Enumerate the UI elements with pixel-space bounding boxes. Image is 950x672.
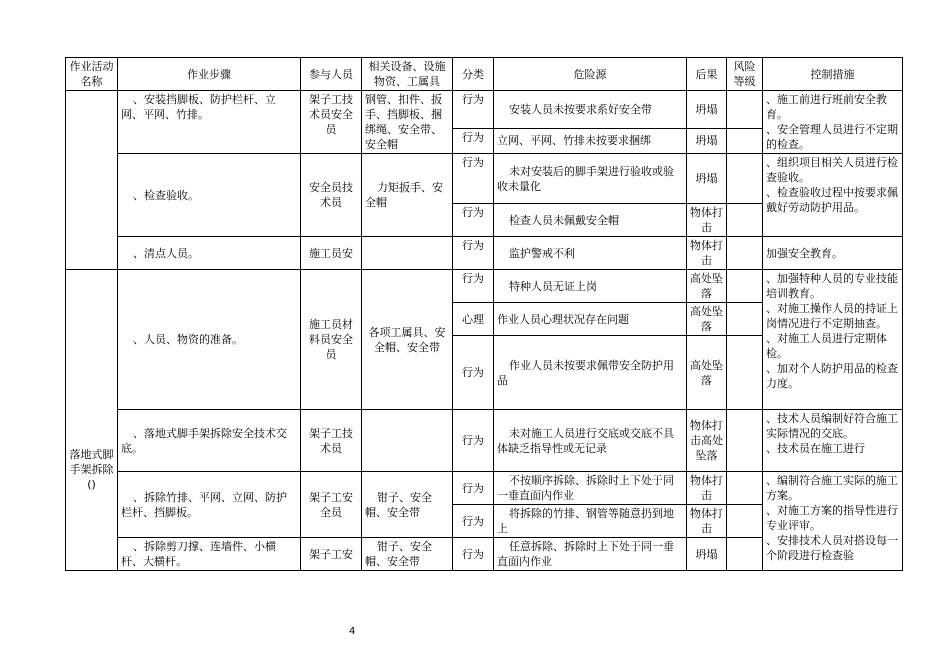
category-cell: 行为 [453, 204, 494, 237]
step-cell: 、检查验收。 [118, 154, 301, 237]
category-cell: 行为 [453, 472, 494, 505]
step-cell: 、拆除剪刀撑、连墙件、小横杆、大横杆。 [118, 538, 301, 571]
people-cell: 架子工技术员 [301, 410, 362, 472]
activity-cell-1 [66, 91, 118, 270]
category-cell: 行为 [453, 237, 494, 270]
hazard-cell: 监护警戒不利 [494, 237, 687, 270]
category-cell: 行为 [453, 128, 494, 153]
step-cell: 、落地式脚手架拆除安全技术交底。 [118, 410, 301, 472]
risk-level-cell [727, 204, 763, 237]
risk-assessment-table [65, 57, 903, 571]
header-risk-level: 风险等级 [727, 58, 763, 91]
risk-level-cell [727, 538, 763, 571]
header-category: 分类 [453, 58, 494, 91]
header-equipment: 相关设备、设施物资、工属具 [362, 58, 453, 91]
measures-cell: 加强安全教育。 [763, 237, 903, 270]
table-row [66, 270, 903, 303]
consequence-cell: 坍塌 [687, 538, 727, 571]
category-cell: 行为 [453, 91, 494, 129]
people-cell: 架子工安 [301, 538, 362, 571]
header-hazard: 危险源 [494, 58, 687, 91]
hazard-cell: 作业人员心理状况存在问题 [494, 303, 687, 336]
consequence-cell: 高处坠落 [687, 270, 727, 303]
risk-level-cell [727, 91, 763, 129]
risk-level-cell [727, 336, 763, 410]
step-cell: 、人员、物资的准备。 [118, 270, 301, 410]
risk-level-cell [727, 270, 763, 303]
hazard-cell: 任意拆除、拆除时上下处于同一垂直面内作业 [494, 538, 687, 571]
category-cell: 心理 [453, 303, 494, 336]
people-cell: 施工员材料员安全员 [301, 270, 362, 410]
hazard-cell: 未对安装后的脚手架进行验收或验收未量化 [494, 154, 687, 204]
table-row [66, 472, 903, 505]
hazard-cell: 检查人员未佩戴安全帽 [494, 204, 687, 237]
consequence-cell: 坍塌 [687, 91, 727, 129]
header-consequence: 后果 [687, 58, 727, 91]
consequence-cell: 物体打击 [687, 237, 727, 270]
activity-name: 落地式脚手架拆除() [69, 448, 114, 491]
hazard-cell: 未对施工人员进行交底或交底不具体缺乏指导性或无记录 [494, 410, 687, 472]
equipment-cell [362, 410, 453, 472]
category-cell: 行为 [453, 505, 494, 538]
equipment-cell: 钢管、扣件、扳手、挡脚板、捆绑绳、安全带、安全帽 [362, 91, 453, 154]
equipment-cell [362, 237, 453, 270]
header-measures: 控制措施 [763, 58, 903, 91]
category-cell: 行为 [453, 154, 494, 204]
measures-cell: 、编制符合施工实际的施工方案。 、对施工方案的指导性进行专业评审。 、安排技术人员对搭设每一个阶段进行检查验 [763, 472, 903, 571]
measures-cell: 、组织项目相关人员进行检查验收。 、检查验收过程中按要求佩戴好劳动防护用品。 [763, 154, 903, 237]
consequence-cell: 高处坠落 [687, 336, 727, 410]
people-cell: 架子工安全员 [301, 472, 362, 538]
consequence-cell: 坍塌 [687, 154, 727, 204]
hazard-cell: 特种人员无证上岗 [494, 270, 687, 303]
category-cell: 行为 [453, 336, 494, 410]
people-cell: 施工员安 [301, 237, 362, 270]
hazard-cell: 不按顺序拆除、拆除时上下处于同一垂直面内作业 [494, 472, 687, 505]
activity-cell-2 [66, 270, 118, 571]
people-cell: 架子工技术员安全员 [301, 91, 362, 154]
equipment-cell: 钳子、安全帽、安全带 [362, 472, 453, 538]
equipment-cell: 钳子、安全帽、安全带 [362, 538, 453, 571]
risk-level-cell [727, 410, 763, 472]
equipment-cell: 力矩扳手、安全帽 [362, 154, 453, 237]
step-cell: 、清点人员。 [118, 237, 301, 270]
hazard-cell: 作业人员未按要求佩带安全防护用品 [494, 336, 687, 410]
measures-cell: 、施工前进行班前安全教育。 、安全管理人员进行不定期的检查。 [763, 91, 903, 154]
hazard-cell: 将拆除的竹排、钢管等随意扔到地上 [494, 505, 687, 538]
equipment-cell: 各项工属具、安全帽、安全带 [362, 270, 453, 410]
header-activity: 作业活动名称 [66, 58, 118, 91]
consequence-cell: 坍塌 [687, 128, 727, 153]
header-row [66, 58, 903, 91]
table-row [66, 237, 903, 270]
hazard-cell: 立网、平网、竹排未按要求捆绑 [494, 128, 687, 153]
consequence-cell: 物体打击 [687, 472, 727, 505]
people-cell: 安全员技术员 [301, 154, 362, 237]
step-cell: 、安装挡脚板、防护栏杆、立网、平网、竹排。 [118, 91, 301, 154]
header-step: 作业步骤 [118, 58, 301, 91]
risk-level-cell [727, 505, 763, 538]
measures-cell: 、加强特种人员的专业技能培训教育。 、对施工操作人员的持证上岗情况进行不定期抽查。 、对施工人员进行定期体检。 、加对个人防护用品的检查力度。 [763, 270, 903, 410]
step-cell: 、拆除竹排、平网、立网、防护栏杆、挡脚板。 [118, 472, 301, 538]
risk-level-cell [727, 237, 763, 270]
consequence-cell: 物体打击高处坠落 [687, 410, 727, 472]
hazard-cell: 安装人员未按要求系好安全带 [494, 91, 687, 129]
risk-level-cell [727, 303, 763, 336]
table-row [66, 154, 903, 204]
page-number: 4 [349, 626, 356, 637]
consequence-cell: 物体打击 [687, 505, 727, 538]
consequence-cell: 物体打击 [687, 204, 727, 237]
risk-level-cell [727, 472, 763, 505]
risk-level-cell [727, 154, 763, 204]
header-people: 参与人员 [301, 58, 362, 91]
category-cell: 行为 [453, 270, 494, 303]
measures-cell: 、技术人员编制好符合施工实际情况的交底。 、技术员在施工进行 [763, 410, 903, 472]
table-row [66, 91, 903, 129]
consequence-cell: 高处坠落 [687, 303, 727, 336]
category-cell: 行为 [453, 410, 494, 472]
category-cell: 行为 [453, 538, 494, 571]
table-row [66, 410, 903, 472]
risk-level-cell [727, 128, 763, 153]
